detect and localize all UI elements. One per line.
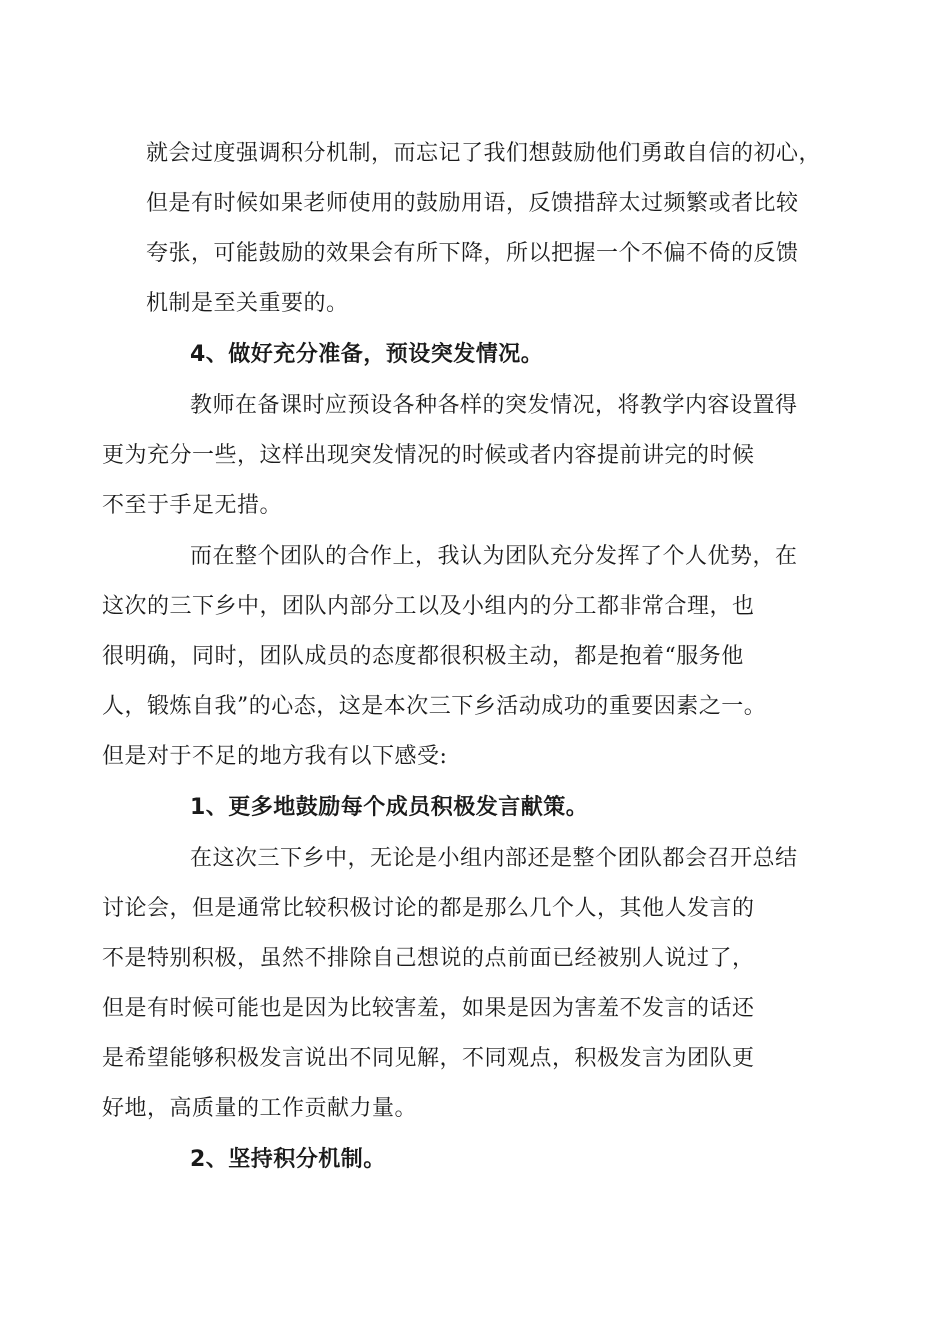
- text-line: 就会过度强调积分机制，而忘记了我们想鼓励他们勇敢自信的初心，: [146, 141, 822, 166]
- text-line: 这次的三下乡中，团队内部分工以及小组内的分工都非常合理，也: [102, 594, 755, 619]
- text-line: 不是特别积极，虽然不排除自己想说的点前面已经被别人说过了，: [102, 946, 755, 971]
- section-heading-prepare: [146, 330, 806, 380]
- heading-text: 2、坚持积分机制。: [190, 1147, 386, 1172]
- text-line: 而在整个团队的合作上，我认为团队充分发挥了个人优势，在: [190, 544, 798, 569]
- text-line: 更为充分一些，这样出现突发情况的时候或者内容提前讲完的时候: [102, 443, 755, 468]
- text-line: 但是对于不足的地方我有以下感受:: [102, 744, 448, 769]
- text-line: 讨论会，但是通常比较积极讨论的都是那么几个人，其他人发言的: [102, 896, 755, 921]
- section-heading-encourage: [146, 783, 806, 833]
- text-line: 夸张，可能鼓励的效果会有所下降，所以把握一个不偏不倚的反馈: [146, 241, 799, 266]
- paragraph-feedback-mechanism: [146, 129, 822, 329]
- text-line: 但是有时候如果老师使用的鼓励用语，反馈措辞太过频繁或者比较: [146, 191, 799, 216]
- text-line: 教师在备课时应预设各种各样的突发情况，将教学内容设置得: [190, 393, 798, 418]
- paragraph-lesson-preparation: [102, 381, 806, 531]
- text-line: 是希望能够积极发言说出不同见解，不同观点，积极发言为团队更: [102, 1046, 755, 1071]
- heading-text: 1、更多地鼓励每个成员积极发言献策。: [190, 795, 589, 820]
- document-body: [102, 129, 822, 1186]
- section-heading-points: [146, 1135, 806, 1185]
- text-line: 但是有时候可能也是因为比较害羞，如果是因为害羞不发言的话还: [102, 996, 755, 1021]
- text-line: 好地，高质量的工作贡献力量。: [102, 1096, 418, 1121]
- text-line: 人，锻炼自我”的心态，这是本次三下乡活动成功的重要因素之一。: [102, 694, 767, 719]
- paragraph-discussion: [102, 834, 806, 1134]
- text-line: 在这次三下乡中，无论是小组内部还是整个团队都会召开总结: [190, 846, 798, 871]
- text-line: 很明确，同时，团队成员的态度都很积极主动，都是抱着“服务他: [102, 644, 744, 669]
- paragraph-team-cooperation: [102, 532, 806, 782]
- text-line: 机制是至关重要的。: [146, 291, 349, 316]
- text-line: 不至于手足无措。: [102, 493, 283, 518]
- heading-text: 4、做好充分准备，预设突发情况。: [190, 342, 544, 367]
